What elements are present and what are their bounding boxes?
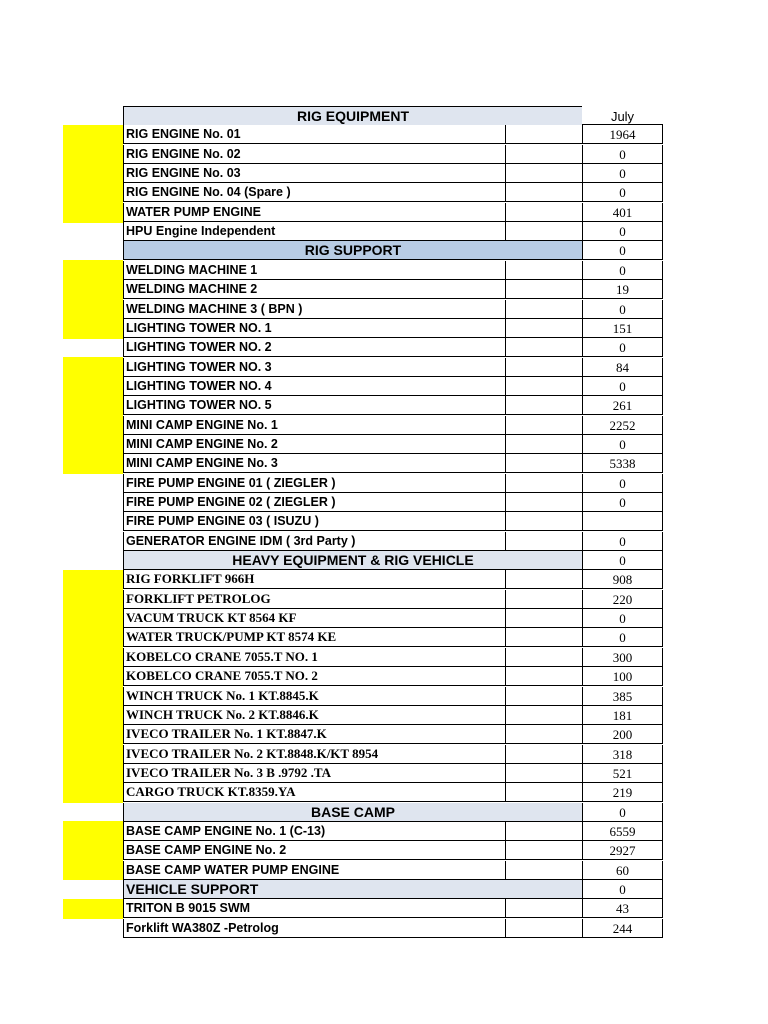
section-header-row	[123, 106, 663, 125]
row-highlight	[63, 125, 123, 145]
equipment-name-cell[interactable]: IVECO TRAILER No. 3 B .9792 .TA	[123, 764, 505, 783]
table-row	[123, 493, 663, 512]
equipment-name-cell[interactable]: WINCH TRUCK No. 1 KT.8845.K	[123, 687, 505, 706]
table-row	[123, 183, 663, 202]
section-title[interactable]: BASE CAMP	[123, 803, 582, 822]
empty-cell[interactable]	[505, 745, 582, 764]
equipment-name-cell[interactable]: BASE CAMP ENGINE No. 2	[123, 841, 505, 860]
table-row	[123, 764, 663, 783]
equipment-name-cell[interactable]: FIRE PUMP ENGINE 03 ( ISUZU )	[123, 512, 505, 531]
empty-cell[interactable]	[505, 899, 582, 918]
table-row	[123, 280, 663, 299]
row-highlight	[63, 860, 123, 880]
equipment-name-cell[interactable]: RIG ENGINE No. 03	[123, 164, 505, 183]
empty-cell[interactable]	[505, 628, 582, 647]
row-highlight	[63, 202, 123, 222]
empty-cell[interactable]	[505, 164, 582, 183]
equipment-name-cell[interactable]: VACUM TRUCK KT 8564 KF	[123, 609, 505, 628]
value-cell[interactable]: 84	[582, 358, 663, 377]
value-cell[interactable]: 0	[582, 474, 663, 493]
equipment-name-cell[interactable]: WELDING MACHINE 2	[123, 280, 505, 299]
table-row	[123, 435, 663, 454]
equipment-name-cell[interactable]: KOBELCO CRANE 7055.T NO. 2	[123, 667, 505, 686]
table-row	[123, 377, 663, 396]
equipment-name-cell[interactable]: LIGHTING TOWER NO. 1	[123, 319, 505, 338]
empty-cell[interactable]	[505, 377, 582, 396]
equipment-name-cell[interactable]: Forklift WA380Z -Petrolog	[123, 919, 505, 938]
equipment-name-cell[interactable]: FIRE PUMP ENGINE 01 ( ZIEGLER )	[123, 474, 505, 493]
row-highlight	[63, 144, 123, 164]
row-highlight	[63, 821, 123, 841]
value-cell[interactable]: 0	[582, 145, 663, 164]
empty-cell[interactable]	[505, 358, 582, 377]
empty-cell[interactable]	[505, 687, 582, 706]
equipment-name-cell[interactable]: MINI CAMP ENGINE No. 3	[123, 454, 505, 473]
equipment-name-cell[interactable]: WINCH TRUCK No. 2 KT.8846.K	[123, 706, 505, 725]
value-cell[interactable]: 0	[582, 609, 663, 628]
empty-cell[interactable]	[505, 764, 582, 783]
empty-cell[interactable]	[505, 280, 582, 299]
empty-cell[interactable]	[505, 783, 582, 802]
value-cell[interactable]: 151	[582, 319, 663, 338]
equipment-name-cell[interactable]: RIG ENGINE No. 01	[123, 125, 505, 144]
table-row	[123, 725, 663, 744]
equipment-name-cell[interactable]: IVECO TRAILER No. 2 KT.8848.K/KT 8954	[123, 745, 505, 764]
value-cell[interactable]: 300	[582, 648, 663, 667]
value-cell[interactable]: 0	[582, 338, 663, 357]
empty-cell[interactable]	[505, 861, 582, 880]
equipment-name-cell[interactable]: BASE CAMP WATER PUMP ENGINE	[123, 861, 505, 880]
value-cell[interactable]: 0	[582, 300, 663, 319]
row-highlight	[63, 570, 123, 590]
table-row	[123, 474, 663, 493]
row-highlight	[63, 415, 123, 435]
row-highlight	[63, 454, 123, 474]
value-cell[interactable]: 521	[582, 764, 663, 783]
value-cell[interactable]: 0	[582, 628, 663, 647]
value-cell[interactable]: 2927	[582, 841, 663, 860]
empty-cell[interactable]	[505, 706, 582, 725]
value-cell[interactable]: 100	[582, 667, 663, 686]
row-highlight	[63, 763, 123, 783]
empty-cell[interactable]	[505, 125, 582, 144]
table-row	[123, 300, 663, 319]
empty-cell[interactable]	[505, 532, 582, 551]
section-header-row	[123, 880, 663, 899]
equipment-name-cell[interactable]: WELDING MACHINE 3 ( BPN )	[123, 300, 505, 319]
value-cell[interactable]: 220	[582, 590, 663, 609]
empty-cell[interactable]	[505, 203, 582, 222]
row-highlight	[63, 183, 123, 203]
value-cell[interactable]: 0	[582, 803, 663, 822]
equipment-name-cell[interactable]: LIGHTING TOWER NO. 2	[123, 338, 505, 357]
empty-cell[interactable]	[505, 145, 582, 164]
empty-cell[interactable]	[505, 474, 582, 493]
table-row	[123, 648, 663, 667]
equipment-name-cell[interactable]: TRITON B 9015 SWM	[123, 899, 505, 918]
value-cell[interactable]: 401	[582, 203, 663, 222]
equipment-name-cell[interactable]: GENERATOR ENGINE IDM ( 3rd Party )	[123, 532, 505, 551]
value-cell[interactable]: 0	[582, 532, 663, 551]
empty-cell[interactable]	[505, 648, 582, 667]
empty-cell[interactable]	[505, 512, 582, 531]
empty-cell[interactable]	[505, 261, 582, 280]
row-highlight	[63, 434, 123, 454]
table-row	[123, 261, 663, 280]
row-highlight	[63, 376, 123, 396]
table-row	[123, 512, 663, 531]
section-title[interactable]: HEAVY EQUIPMENT & RIG VEHICLE	[123, 551, 582, 570]
equipment-name-cell[interactable]: LIGHTING TOWER NO. 5	[123, 396, 505, 415]
value-cell[interactable]: 0	[582, 880, 663, 899]
value-cell[interactable]: 908	[582, 570, 663, 589]
equipment-name-cell[interactable]: RIG ENGINE No. 02	[123, 145, 505, 164]
value-cell[interactable]	[582, 512, 663, 531]
empty-cell[interactable]	[505, 338, 582, 357]
table-row	[123, 899, 663, 918]
empty-cell[interactable]	[505, 319, 582, 338]
equipment-name-cell[interactable]: WATER TRUCK/PUMP KT 8574 KE	[123, 628, 505, 647]
value-cell[interactable]: 0	[582, 241, 663, 260]
equipment-name-cell[interactable]: WELDING MACHINE 1	[123, 261, 505, 280]
row-highlight	[63, 318, 123, 338]
value-cell[interactable]: 60	[582, 861, 663, 880]
row-highlight	[63, 589, 123, 609]
empty-cell[interactable]	[505, 183, 582, 202]
equipment-name-cell[interactable]: WATER PUMP ENGINE	[123, 203, 505, 222]
row-highlight	[63, 260, 123, 280]
value-cell[interactable]: 0	[582, 261, 663, 280]
section-header-row	[123, 241, 663, 260]
value-cell[interactable]: 5338	[582, 454, 663, 473]
row-highlight	[63, 280, 123, 300]
table-row	[123, 164, 663, 183]
row-highlight	[63, 783, 123, 803]
empty-cell[interactable]	[505, 590, 582, 609]
row-highlight	[63, 357, 123, 377]
value-cell[interactable]: 219	[582, 783, 663, 802]
value-cell[interactable]: 318	[582, 745, 663, 764]
empty-cell[interactable]	[505, 570, 582, 589]
empty-cell[interactable]	[505, 919, 582, 938]
table-row	[123, 667, 663, 686]
row-highlight	[63, 744, 123, 764]
table-row	[123, 687, 663, 706]
empty-cell[interactable]	[505, 416, 582, 435]
table-row	[123, 628, 663, 647]
row-highlight	[63, 667, 123, 687]
table-row	[123, 396, 663, 415]
table-row	[123, 706, 663, 725]
table-row	[123, 841, 663, 860]
table-row	[123, 745, 663, 764]
table-row	[123, 861, 663, 880]
table-row	[123, 319, 663, 338]
equipment-name-cell[interactable]: CARGO TRUCK KT.8359.YA	[123, 783, 505, 802]
equipment-name-cell[interactable]: FORKLIFT PETROLOG	[123, 590, 505, 609]
empty-cell[interactable]	[505, 822, 582, 841]
value-cell[interactable]: 1964	[582, 125, 663, 144]
row-highlight	[63, 841, 123, 861]
row-highlight	[63, 725, 123, 745]
value-cell[interactable]	[582, 106, 663, 125]
value-cell[interactable]: 2252	[582, 416, 663, 435]
value-cell[interactable]: 0	[582, 551, 663, 570]
table-row	[123, 590, 663, 609]
empty-cell[interactable]	[505, 609, 582, 628]
value-cell[interactable]: 6559	[582, 822, 663, 841]
value-cell[interactable]: 0	[582, 377, 663, 396]
row-highlight	[63, 899, 123, 919]
equipment-name-cell[interactable]: LIGHTING TOWER NO. 4	[123, 377, 505, 396]
table-row	[123, 338, 663, 357]
row-highlight	[63, 647, 123, 667]
row-highlight	[63, 686, 123, 706]
table-row	[123, 919, 663, 938]
value-cell[interactable]: 385	[582, 687, 663, 706]
equipment-name-cell[interactable]: MINI CAMP ENGINE No. 1	[123, 416, 505, 435]
empty-cell[interactable]	[505, 222, 582, 241]
value-cell[interactable]: 0	[582, 493, 663, 512]
equipment-name-cell[interactable]: FIRE PUMP ENGINE 02 ( ZIEGLER )	[123, 493, 505, 512]
row-highlight	[63, 299, 123, 319]
value-cell[interactable]: 0	[582, 222, 663, 241]
month-column-header: July	[610, 109, 635, 124]
table-row	[123, 358, 663, 377]
table-row	[123, 203, 663, 222]
empty-cell[interactable]	[505, 493, 582, 512]
row-highlight	[63, 705, 123, 725]
table-row	[123, 125, 663, 144]
table-row	[123, 145, 663, 164]
row-highlight	[63, 164, 123, 184]
value-cell[interactable]: 0	[582, 164, 663, 183]
equipment-name-cell[interactable]: BASE CAMP ENGINE No. 1 (C-13)	[123, 822, 505, 841]
table-row	[123, 783, 663, 802]
value-cell[interactable]: 181	[582, 706, 663, 725]
table-row	[123, 222, 663, 241]
equipment-name-cell[interactable]: KOBELCO CRANE 7055.T NO. 1	[123, 648, 505, 667]
empty-cell[interactable]	[505, 454, 582, 473]
value-cell[interactable]: 244	[582, 919, 663, 938]
row-highlight	[63, 609, 123, 629]
section-title[interactable]: RIG SUPPORT	[123, 241, 582, 260]
empty-cell[interactable]	[505, 396, 582, 415]
value-cell[interactable]: 200	[582, 725, 663, 744]
empty-cell[interactable]	[505, 435, 582, 454]
equipment-name-cell[interactable]: RIG FORKLIFT 966H	[123, 570, 505, 589]
table-row	[123, 609, 663, 628]
empty-cell[interactable]	[505, 300, 582, 319]
section-header-row	[123, 803, 663, 822]
empty-cell[interactable]	[505, 725, 582, 744]
value-cell[interactable]: 0	[582, 435, 663, 454]
table-row	[123, 822, 663, 841]
equipment-name-cell[interactable]: IVECO TRAILER No. 1 KT.8847.K	[123, 725, 505, 744]
empty-cell[interactable]	[505, 667, 582, 686]
row-highlight	[63, 396, 123, 416]
table-row	[123, 532, 663, 551]
equipment-name-cell[interactable]: RIG ENGINE No. 04 (Spare )	[123, 183, 505, 202]
value-cell[interactable]: 19	[582, 280, 663, 299]
value-cell[interactable]: 261	[582, 396, 663, 415]
value-cell[interactable]: 43	[582, 899, 663, 918]
equipment-name-cell[interactable]: LIGHTING TOWER NO. 3	[123, 358, 505, 377]
table-row	[123, 570, 663, 589]
equipment-name-cell[interactable]: HPU Engine Independent	[123, 222, 505, 241]
row-highlight	[63, 628, 123, 648]
table-row	[123, 454, 663, 473]
value-cell[interactable]: 0	[582, 183, 663, 202]
section-header-row	[123, 551, 663, 570]
section-title[interactable]: RIG EQUIPMENT	[123, 106, 582, 125]
table-row	[123, 416, 663, 435]
empty-cell[interactable]	[505, 841, 582, 860]
section-title[interactable]: VEHICLE SUPPORT	[123, 880, 582, 899]
equipment-name-cell[interactable]: MINI CAMP ENGINE No. 2	[123, 435, 505, 454]
